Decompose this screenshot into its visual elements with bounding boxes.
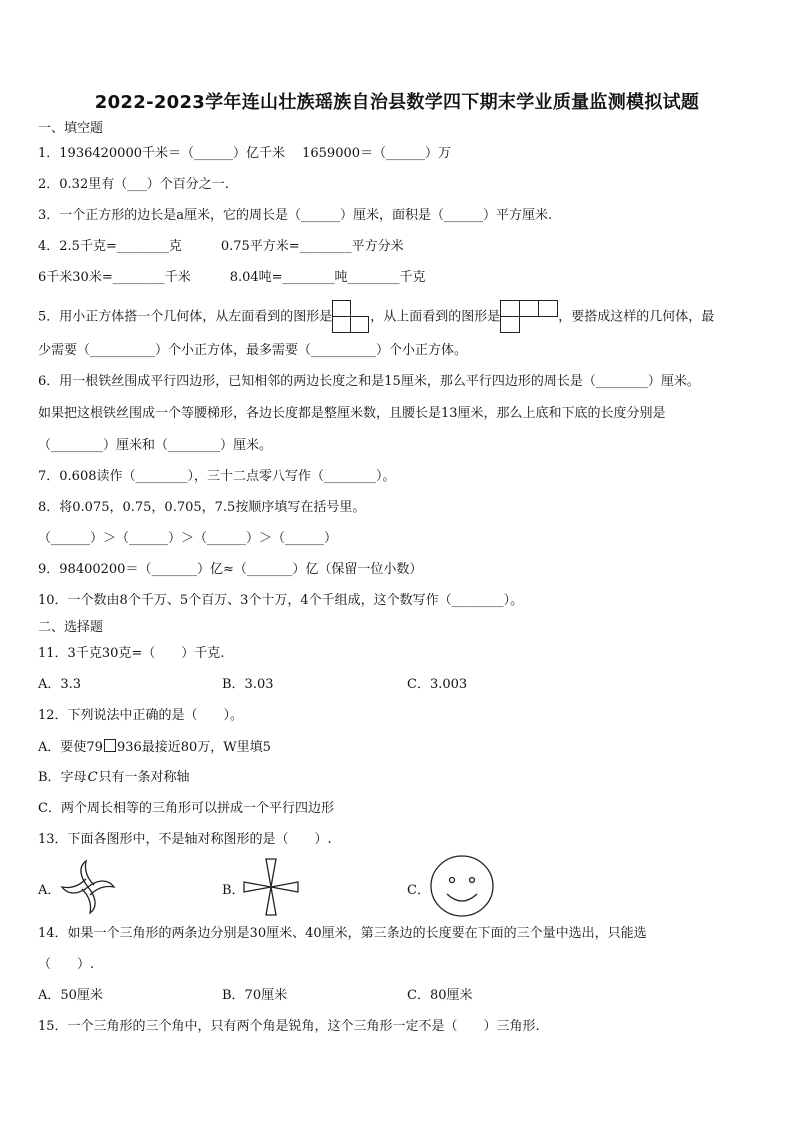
q14-option-a: A．50厘米 [38, 988, 103, 1003]
q11-option-a: A．3.3 [38, 677, 82, 692]
question-8-line-2: （______）＞（______）＞（______）＞（______） [38, 531, 338, 546]
question-11: 11．3千克30克=（ ）千克. [38, 646, 225, 661]
question-5-text-b: ，从上面看到的图形是 [370, 309, 501, 325]
question-7: 7．0.608读作（________），三十二点零八写作（________）。 [38, 469, 396, 484]
page-title: 2022-2023学年连山壮族瑶族自治县数学四下期末学业质量监测模拟试题 [94, 92, 700, 113]
question-9: 9．98400200＝（_______）亿≈（_______）亿（保留一位小数） [38, 562, 423, 577]
question-4-line-1: 4．2.5千克=________克 0.75平方米=________平方分米 [38, 239, 404, 254]
question-14-line-2: （ ）. [38, 957, 95, 972]
question-5-text-c: ，要搭成这样的几何体，最 [558, 309, 715, 325]
q12-option-b [38, 770, 190, 786]
question-8-line-1: 8．将0.075，0.75，0.705，7.5按顺序填写在括号里。 [38, 500, 366, 515]
q14-option-b: B．70厘米 [222, 988, 288, 1003]
question-14-line-1: 14．如果一个三角形的两条边分别是30厘米、40厘米，第三条边的长度要在下面的三个量中选出，只能选 [38, 926, 647, 941]
q12-option-b-text-1: B．字母 [38, 770, 87, 785]
question-10: 10．一个数由8个千万、5个百万、3个十万，4个千组成，这个数写作（________）。 [38, 593, 524, 608]
q13-label-a: A． [38, 883, 61, 898]
q11-option-b: B．3.03 [222, 677, 274, 692]
q14-option-c: C．80厘米 [407, 988, 473, 1003]
blank-box-icon [104, 739, 116, 752]
section-choice-heading: 二、选择题 [38, 620, 104, 635]
question-5-text-a: 5．用小正方体搭一个几何体，从左面看到的图形是 [38, 309, 333, 325]
q12-option-a [38, 739, 271, 756]
q12-option-b-text-2: 只有一条对称轴 [98, 770, 190, 785]
letter-c: C [87, 770, 98, 785]
question-3: 3．一个正方形的边长是a厘米，它的周长是（______）厘米，面积是（______）平方厘米. [38, 208, 553, 223]
question-13: 13．下面各图形中，不是轴对称图形的是（ ）. [38, 832, 332, 847]
question-6-line-2: 如果把这根铁丝围成一个等腰梯形，各边长度都是整厘米数，且腰长是13厘米，那么上底和下底的长度分别是 [38, 406, 666, 421]
question-6-line-1: 6．用一根铁丝围成平行四边形，已知相邻的两边长度之和是15厘米，那么平行四边形的周长是（________）厘米。 [38, 374, 700, 389]
question-12: 12．下列说法中正确的是（ ）。 [38, 708, 244, 723]
question-4-line-2: 6千米30米=________千米 8.04吨=________吨________千克 [38, 270, 426, 285]
q12-option-a-text-2: 936最接近80万，W里填5 [116, 740, 271, 755]
question-1: 1．1936420000千米＝（______）亿千米 1659000＝（______）万 [38, 146, 452, 161]
question-5-line-2: 少需要（__________）个小正方体，最多需要（__________）个小正方体。 [38, 343, 468, 358]
cross-figure [242, 857, 300, 917]
q12-option-a-text-1: A．要使79 [38, 740, 103, 755]
top-view-figure [500, 300, 558, 334]
left-view-figure [332, 300, 370, 334]
question-6-line-3: （________）厘米和（________）厘米。 [38, 438, 273, 453]
pinwheel-figure [58, 859, 118, 915]
q13-label-b: B． [222, 883, 245, 898]
q11-option-c: C．3.003 [407, 677, 468, 692]
question-5-line-1 [38, 300, 714, 334]
question-15: 15．一个三角形的三个角中，只有两个角是锐角，这个三角形一定不是（ ）三角形. [38, 1019, 540, 1034]
q13-label-c: C． [407, 883, 430, 898]
section-fill-heading: 一、填空题 [38, 121, 104, 136]
question-2: 2．0.32里有（___）个百分之一. [38, 177, 229, 192]
smiley-face-figure [429, 854, 495, 918]
q12-option-c: C．两个周长相等的三角形可以拼成一个平行四边形 [38, 801, 334, 816]
